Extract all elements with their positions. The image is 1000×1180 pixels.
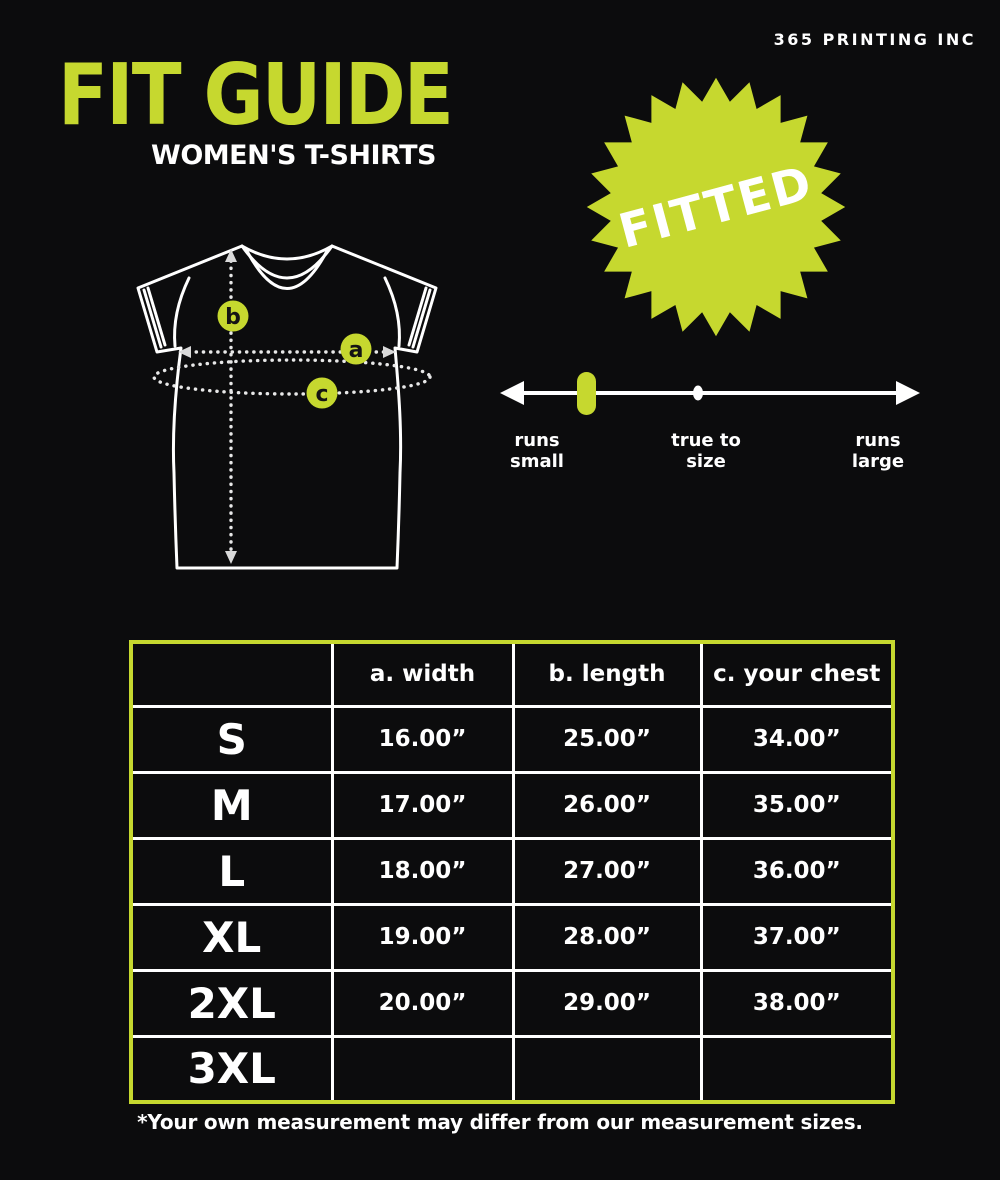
chest-cell: 36.00” xyxy=(701,838,893,904)
length-cell: 26.00” xyxy=(513,772,701,838)
chest-cell: 35.00” xyxy=(701,772,893,838)
scale-label-runs-large xyxy=(828,430,928,472)
marker-c-letter: c xyxy=(315,382,329,407)
scale-marker xyxy=(577,372,596,415)
table-row xyxy=(131,706,893,772)
scale-label-line: large xyxy=(851,451,905,472)
scale-center-dot xyxy=(693,386,703,401)
scale-label-runs-small xyxy=(487,430,587,472)
marker-a-letter: a xyxy=(348,338,364,363)
size-cell: XL xyxy=(131,904,332,970)
chest-cell: 37.00” xyxy=(701,904,893,970)
scale-label-line: runs xyxy=(855,430,901,451)
scale-arrow-left xyxy=(500,381,524,405)
length-cell: 29.00” xyxy=(513,970,701,1036)
length-cell: 28.00” xyxy=(513,904,701,970)
table-row xyxy=(131,904,893,970)
width-cell: 16.00” xyxy=(332,706,513,772)
table-header-row xyxy=(131,642,893,706)
size-table xyxy=(129,640,895,1104)
width-cell xyxy=(332,1036,513,1102)
width-cell: 19.00” xyxy=(332,904,513,970)
table-row xyxy=(131,970,893,1036)
fitted-badge xyxy=(581,72,851,342)
collar-inner-line xyxy=(247,251,327,289)
badge-label: FITTED xyxy=(613,154,819,260)
scale-label-line: size xyxy=(686,451,726,472)
width-cell: 20.00” xyxy=(332,970,513,1036)
scale-label-line: runs xyxy=(514,430,560,451)
length-cell: 27.00” xyxy=(513,838,701,904)
scale-labels xyxy=(498,430,922,482)
table-row xyxy=(131,772,893,838)
length-cell xyxy=(513,1036,701,1102)
size-cell: L xyxy=(131,838,332,904)
page-subtitle: WOMEN'S T-SHIRTS xyxy=(151,140,436,171)
size-cell: 3XL xyxy=(131,1036,332,1102)
size-cell: 2XL xyxy=(131,970,332,1036)
header-size xyxy=(131,642,332,706)
title-block xyxy=(58,46,453,171)
scale-label-line: true to xyxy=(671,430,741,451)
measure-b-arrow-down xyxy=(225,551,237,564)
scale-label-line: small xyxy=(510,451,564,472)
length-cell: 25.00” xyxy=(513,706,701,772)
page-title: FIT GUIDE xyxy=(58,46,453,145)
header-length: b. length xyxy=(513,642,701,706)
fit-scale xyxy=(498,368,922,424)
width-cell: 18.00” xyxy=(332,838,513,904)
table-row xyxy=(131,1036,893,1102)
chest-cell: 38.00” xyxy=(701,970,893,1036)
measure-ellipse-c xyxy=(154,360,430,394)
header-chest: c. your chest xyxy=(701,642,893,706)
table-row xyxy=(131,838,893,904)
scale-label-true-to-size xyxy=(656,430,756,472)
scale-arrow-right xyxy=(896,381,920,405)
left-armhole-seam xyxy=(175,278,189,346)
header-width: a. width xyxy=(332,642,513,706)
chest-cell: 34.00” xyxy=(701,706,893,772)
collar-outer-line xyxy=(242,246,332,278)
width-cell: 17.00” xyxy=(332,772,513,838)
size-cell: M xyxy=(131,772,332,838)
chest-cell xyxy=(701,1036,893,1102)
right-armhole-seam xyxy=(385,278,399,346)
footnote: *Your own measurement may differ from our measurement sizes. xyxy=(137,1110,863,1134)
size-cell: S xyxy=(131,706,332,772)
brand-text: 365 PRINTING INC xyxy=(773,30,976,49)
tshirt-diagram-icon xyxy=(130,228,460,578)
marker-b-letter: b xyxy=(225,305,241,330)
